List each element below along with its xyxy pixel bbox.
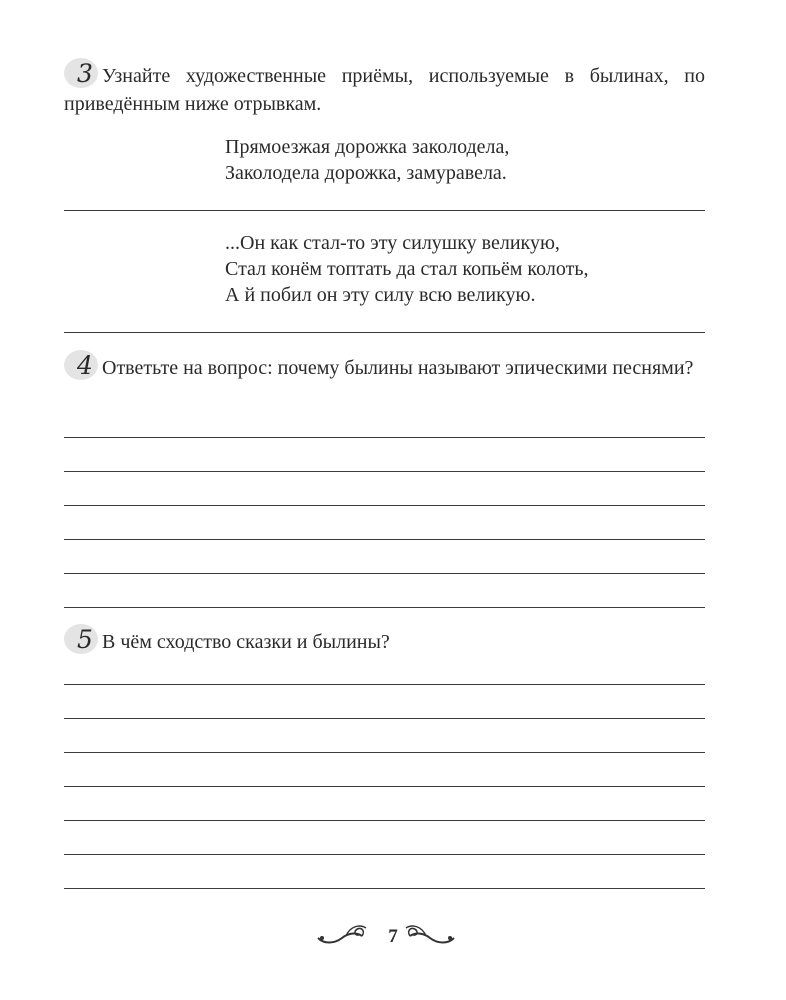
task-prompt-text: Ответьте на вопрос: почему былины называют эпическими песнями? bbox=[102, 357, 694, 379]
excerpt-line: А й побил он эту силу всю великую. bbox=[225, 284, 536, 306]
page-number: 7 bbox=[388, 926, 398, 947]
answer-line[interactable] bbox=[64, 210, 705, 211]
answer-line[interactable] bbox=[64, 786, 705, 787]
answer-line[interactable] bbox=[64, 888, 705, 889]
excerpt-1 bbox=[225, 134, 509, 186]
excerpt-line: ...Он как стал-то эту силушку великую, bbox=[225, 232, 560, 254]
answer-line[interactable] bbox=[64, 607, 705, 608]
excerpt-line: Прямоезжая дорожка заколодела, bbox=[225, 136, 510, 158]
answer-line[interactable] bbox=[64, 471, 705, 472]
flourish-left-icon bbox=[316, 920, 370, 950]
flourish-right-icon bbox=[402, 920, 456, 950]
task-prompt bbox=[64, 628, 705, 656]
task-prompt bbox=[64, 62, 705, 118]
task-4 bbox=[64, 351, 705, 382]
task-number: 5 bbox=[77, 625, 93, 654]
answer-line[interactable] bbox=[64, 718, 705, 719]
task-5 bbox=[64, 625, 705, 656]
task-number: 4 bbox=[77, 351, 93, 380]
answer-line[interactable] bbox=[64, 573, 705, 574]
excerpt-line: Заколодела дорожка, замуравела. bbox=[225, 162, 507, 184]
excerpt-line: Стал конём топтать да стал копьём колоть, bbox=[225, 258, 589, 280]
answer-line[interactable] bbox=[64, 752, 705, 753]
answer-line[interactable] bbox=[64, 684, 705, 685]
task-prompt bbox=[64, 354, 705, 382]
answer-line[interactable] bbox=[64, 505, 705, 506]
answer-line[interactable] bbox=[64, 820, 705, 821]
task-number: 3 bbox=[77, 59, 93, 88]
task-prompt-text: Узнайте художественные приёмы, используемые в былинах, по приведённым ниже отрывкам. bbox=[64, 65, 705, 115]
page-footer bbox=[0, 920, 786, 956]
answer-line[interactable] bbox=[64, 437, 705, 438]
task-3 bbox=[64, 59, 705, 118]
answer-line[interactable] bbox=[64, 332, 705, 333]
answer-line[interactable] bbox=[64, 854, 705, 855]
task-prompt-text: В чём сходство сказки и былины? bbox=[102, 631, 390, 653]
answer-line[interactable] bbox=[64, 539, 705, 540]
excerpt-2 bbox=[225, 230, 588, 308]
